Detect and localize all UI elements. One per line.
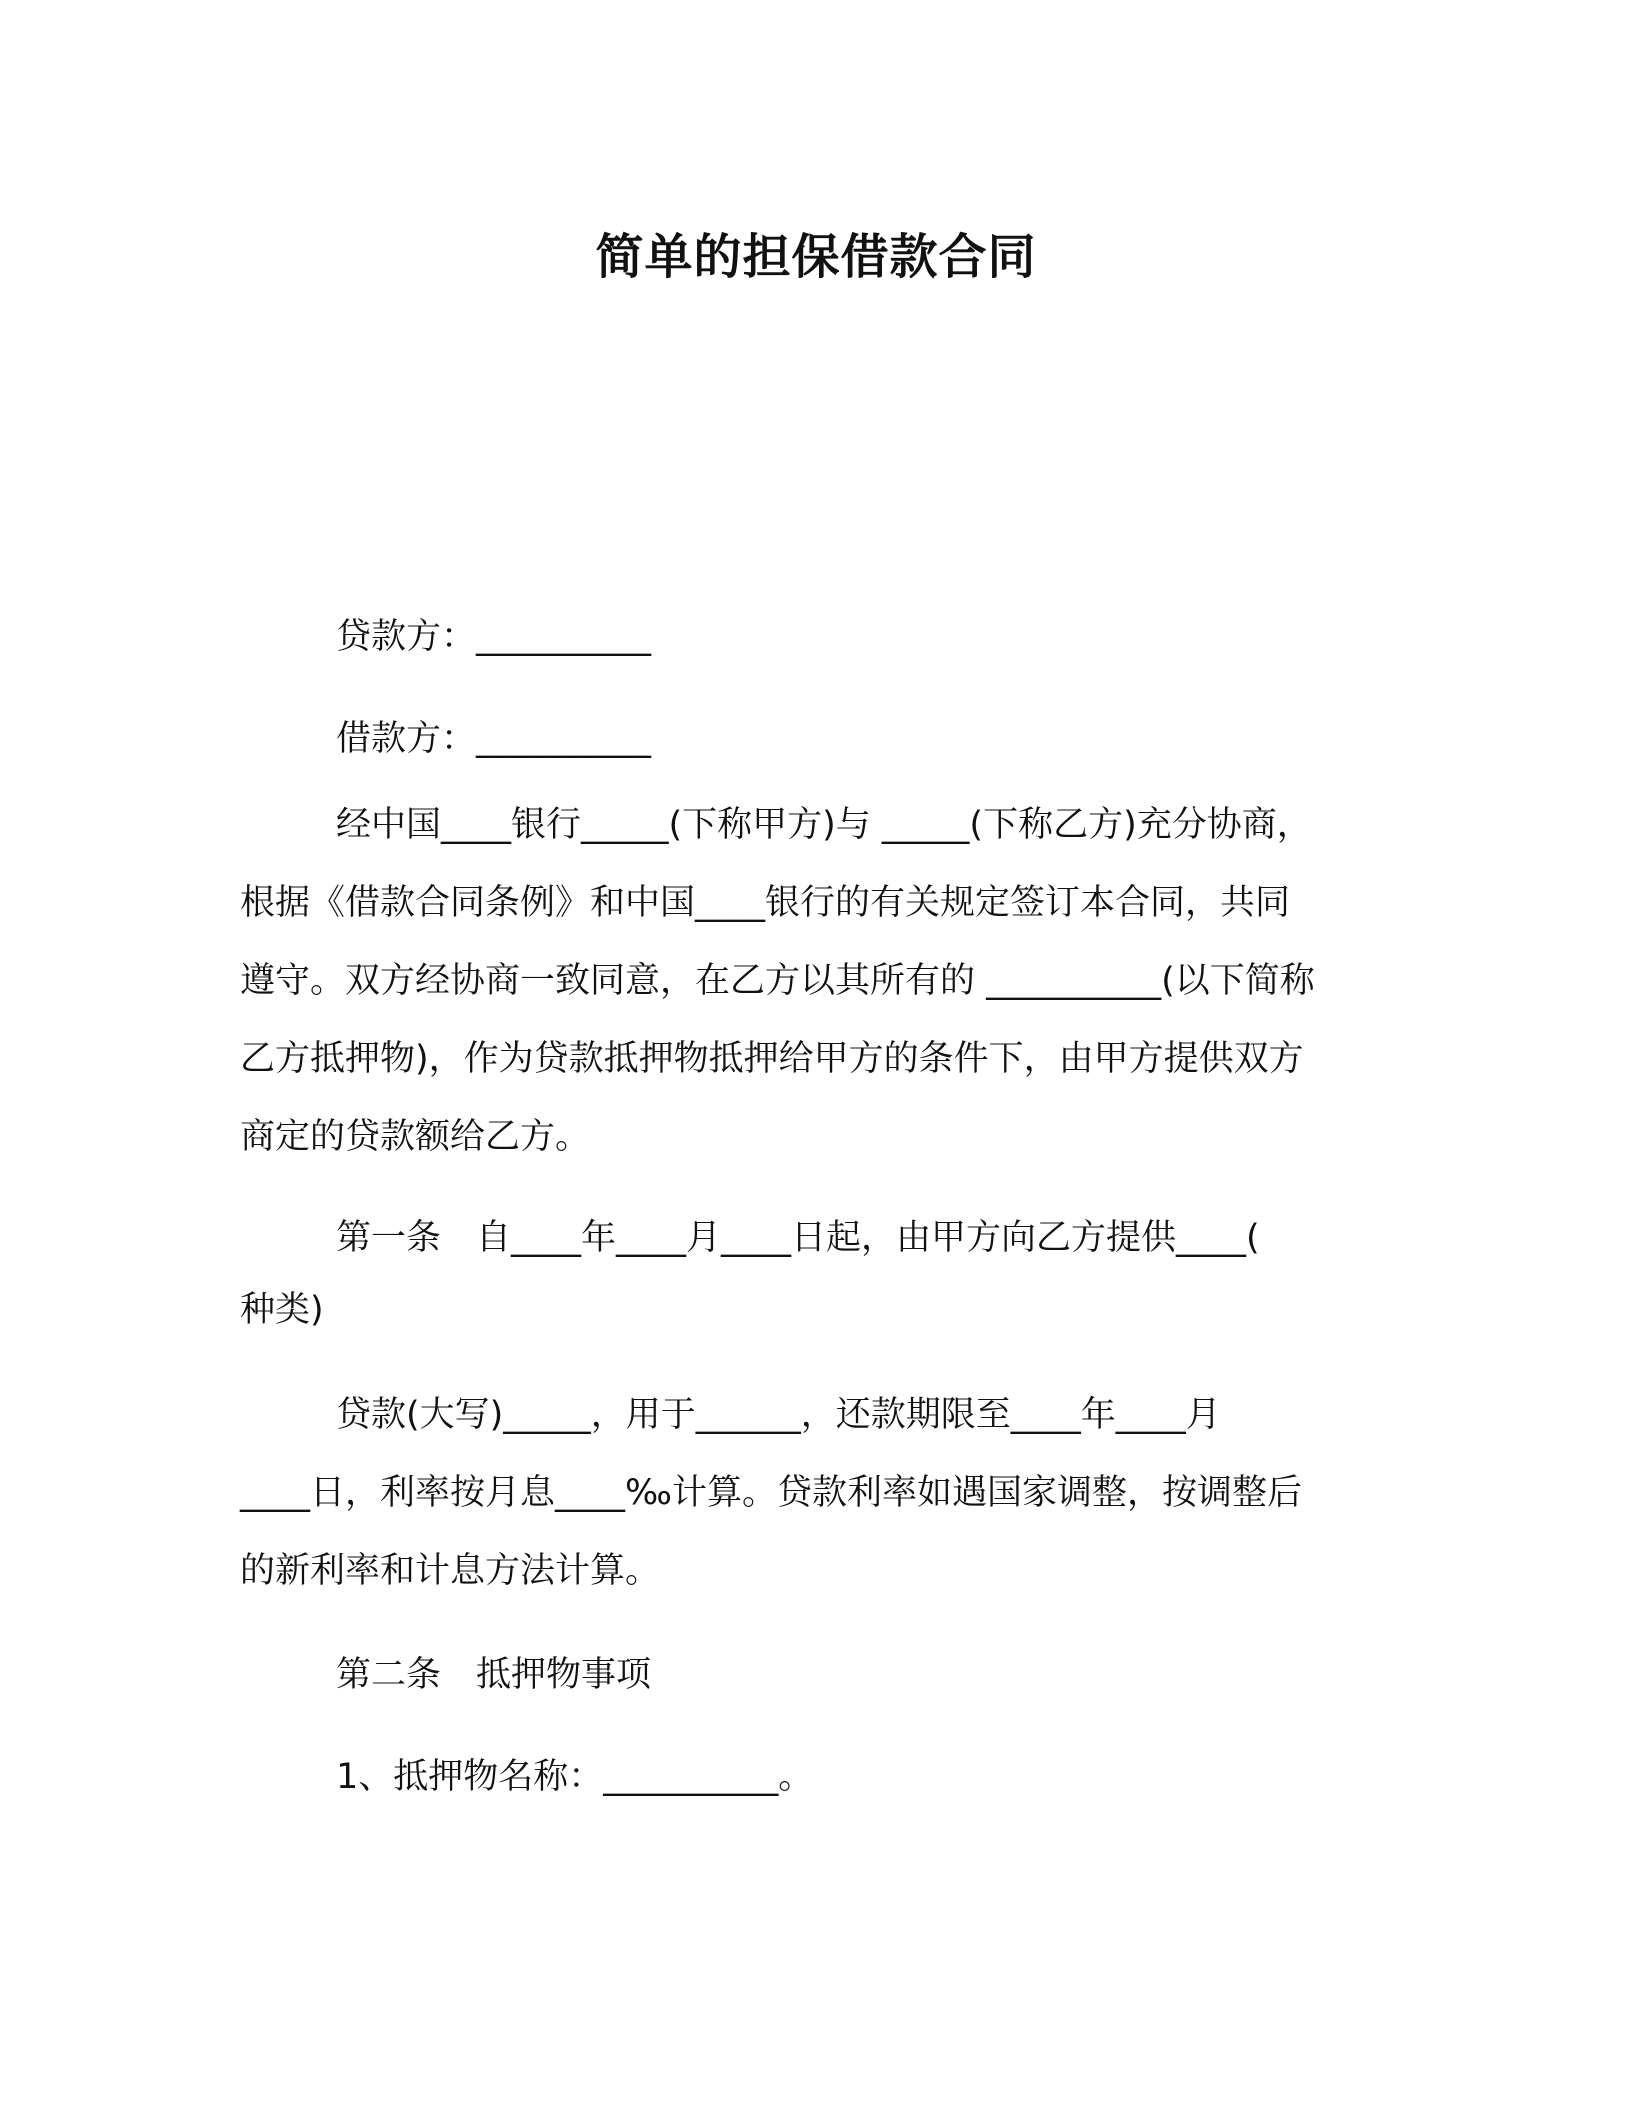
borrower-line: 借款方：__________ (336, 719, 652, 759)
intro-line-5: 商定的贷款额给乙方。 (240, 1117, 591, 1157)
loan-line-1: 贷款(大写)_____，用于______，还款期限至____年____月 (336, 1395, 1221, 1435)
document-title: 简单的担保借款合同 (595, 229, 1037, 285)
loan-line-2: ____日，利率按月息____‰计算。贷款利率如遇国家调整，按调整后 (240, 1473, 1302, 1513)
lender-line: 贷款方：__________ (336, 617, 652, 657)
collateral-name-line: 1、抵押物名称：__________。 (336, 1757, 814, 1797)
loan-line-3: 的新利率和计息方法计算。 (240, 1551, 661, 1591)
article-1-line-1: 第一条 自____年____月____日起，由甲方向乙方提供____( (336, 1218, 1260, 1258)
intro-line-4: 乙方抵押物)，作为贷款抵押物抵押给甲方的条件下，由甲方提供双方 (240, 1039, 1304, 1079)
intro-line-1: 经中国____银行_____(下称甲方)与 _____(下称乙方)充分协商， (336, 805, 1312, 845)
intro-line-2: 根据《借款合同条例》和中国____银行的有关规定签订本合同，共同 (240, 883, 1291, 923)
article-1-line-2: 种类) (240, 1290, 324, 1330)
article-1-paragraph (240, 1202, 1400, 1346)
intro-line-3: 遵守。双方经协商一致同意，在乙方以其所有的 __________(以下简称 (240, 961, 1315, 1001)
loan-paragraph (240, 1376, 1400, 1610)
article-2-heading: 第二条 抵押物事项 (336, 1655, 652, 1695)
intro-paragraph (240, 786, 1400, 1176)
